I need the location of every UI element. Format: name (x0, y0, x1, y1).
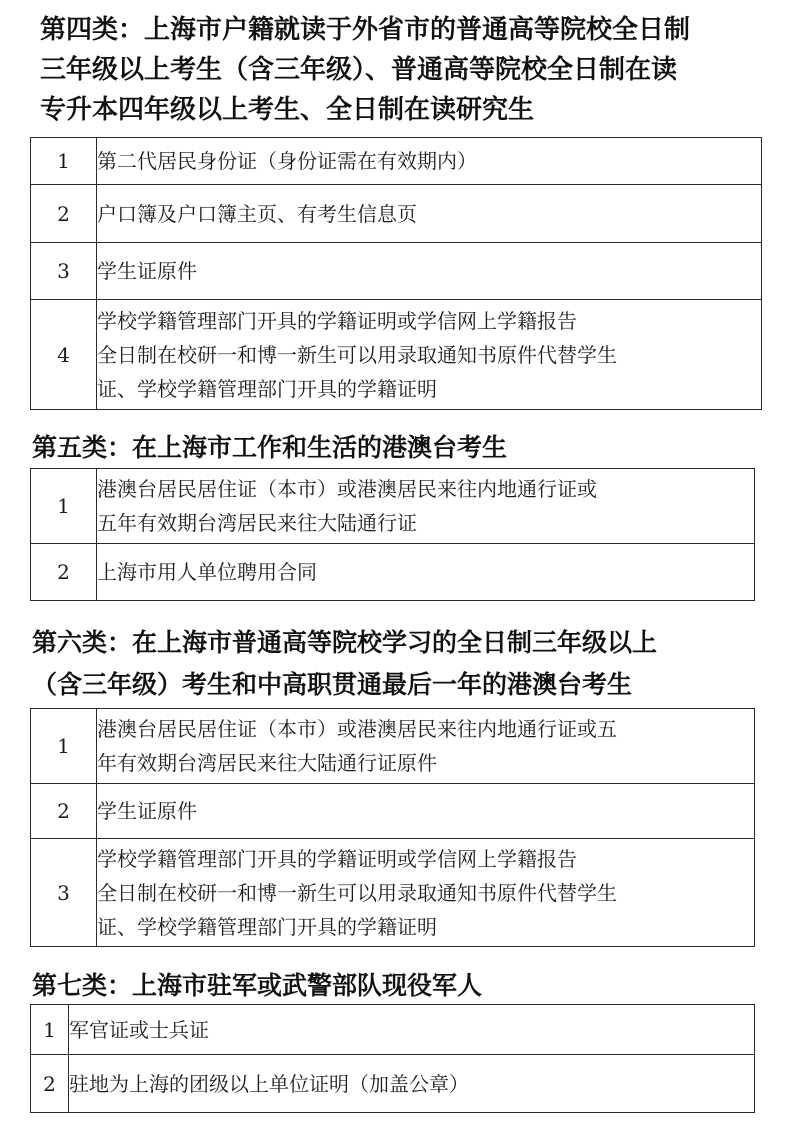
heading-line: 三年级以上考生（含三年级）、普通高等院校全日制在读 (40, 55, 678, 85)
table-row (31, 300, 762, 410)
row-number: 2 (31, 185, 97, 243)
row-text-line: 学校学籍管理部门开具的学籍证明或学信网上学籍报告 (97, 308, 577, 333)
row-number: 1 (31, 469, 97, 544)
row-text-line: 全日制在校研一和博一新生可以用录取通知书原件代替学生 (97, 880, 617, 905)
row-text-line: 上海市用人单位聘用合同 (97, 560, 317, 584)
row-text-line: 第二代居民身份证（身份证需在有效期内） (97, 149, 477, 173)
requirements-table-category-7 (30, 1004, 755, 1113)
row-text-line: 证、学校学籍管理部门开具的学籍证明 (97, 914, 437, 939)
row-text (97, 544, 755, 601)
table-row (31, 544, 755, 601)
row-text-line: 港澳台居民居住证（本市）或港澳居民来往内地通行证或 (97, 477, 597, 501)
table-row (31, 709, 755, 784)
row-text (97, 839, 755, 947)
row-text-line: 学校学籍管理部门开具的学籍证明或学信网上学籍报告 (97, 846, 577, 871)
section-heading-category-7 (32, 968, 772, 1004)
heading-line: 第五类：在上海市工作和生活的港澳台考生 (32, 433, 508, 462)
row-text-line: 港澳台居民居住证（本市）或港澳居民来往内地通行证或五 (97, 717, 617, 741)
row-text (97, 243, 762, 300)
row-text-line: 年有效期台湾居民来往大陆通行证原件 (97, 751, 437, 775)
heading-line: 专升本四年级以上考生、全日制在读研究生 (40, 95, 535, 125)
row-number: 1 (31, 1005, 69, 1055)
requirements-table-category-4 (30, 137, 762, 410)
row-text (97, 709, 755, 784)
row-text-line: 军官证或士兵证 (69, 1017, 209, 1042)
row-text-line: 户口簿及户口簿主页、有考生信息页 (97, 201, 417, 226)
row-number: 2 (31, 784, 97, 839)
table-row (31, 1005, 755, 1055)
heading-line: 第六类：在上海市普通高等院校学习的全日制三年级以上 (32, 628, 658, 657)
table-row (31, 1055, 755, 1113)
heading-line: （含三年级）考生和中高职贯通最后一年的港澳台考生 (32, 670, 633, 699)
requirements-table-category-5 (30, 468, 755, 601)
section-heading-category-6 (32, 622, 782, 706)
table-row (31, 784, 755, 839)
row-number: 4 (31, 300, 97, 410)
section-heading-category-4 (40, 10, 780, 130)
row-number: 2 (31, 544, 97, 601)
row-text-line: 学生证原件 (97, 799, 197, 823)
row-number: 1 (31, 709, 97, 784)
table-row (31, 243, 762, 300)
table-row (31, 469, 755, 544)
row-number: 2 (31, 1055, 69, 1113)
row-number: 3 (31, 243, 97, 300)
row-text-line: 驻地为上海的团级以上单位证明（加盖公章） (69, 1071, 469, 1096)
row-text (97, 300, 762, 410)
row-number: 1 (31, 138, 97, 185)
row-text-line: 证、学校学籍管理部门开具的学籍证明 (97, 376, 437, 401)
heading-line: 第七类：上海市驻军或武警部队现役军人 (32, 971, 483, 1000)
table-row (31, 138, 762, 185)
row-text (97, 784, 755, 839)
section-heading-category-5 (32, 430, 772, 466)
table-row (31, 185, 762, 243)
table-row (31, 839, 755, 947)
row-number: 3 (31, 839, 97, 947)
row-text (69, 1055, 755, 1113)
row-text (97, 138, 762, 185)
row-text (69, 1005, 755, 1055)
row-text-line: 五年有效期台湾居民来往大陆通行证 (97, 511, 417, 535)
heading-line: 第四类：上海市户籍就读于外省市的普通高等院校全日制 (40, 15, 691, 45)
row-text-line: 学生证原件 (97, 259, 197, 283)
row-text (97, 469, 755, 544)
requirements-table-category-6 (30, 708, 755, 947)
row-text (97, 185, 762, 243)
row-text-line: 全日制在校研一和博一新生可以用录取通知书原件代替学生 (97, 342, 617, 367)
